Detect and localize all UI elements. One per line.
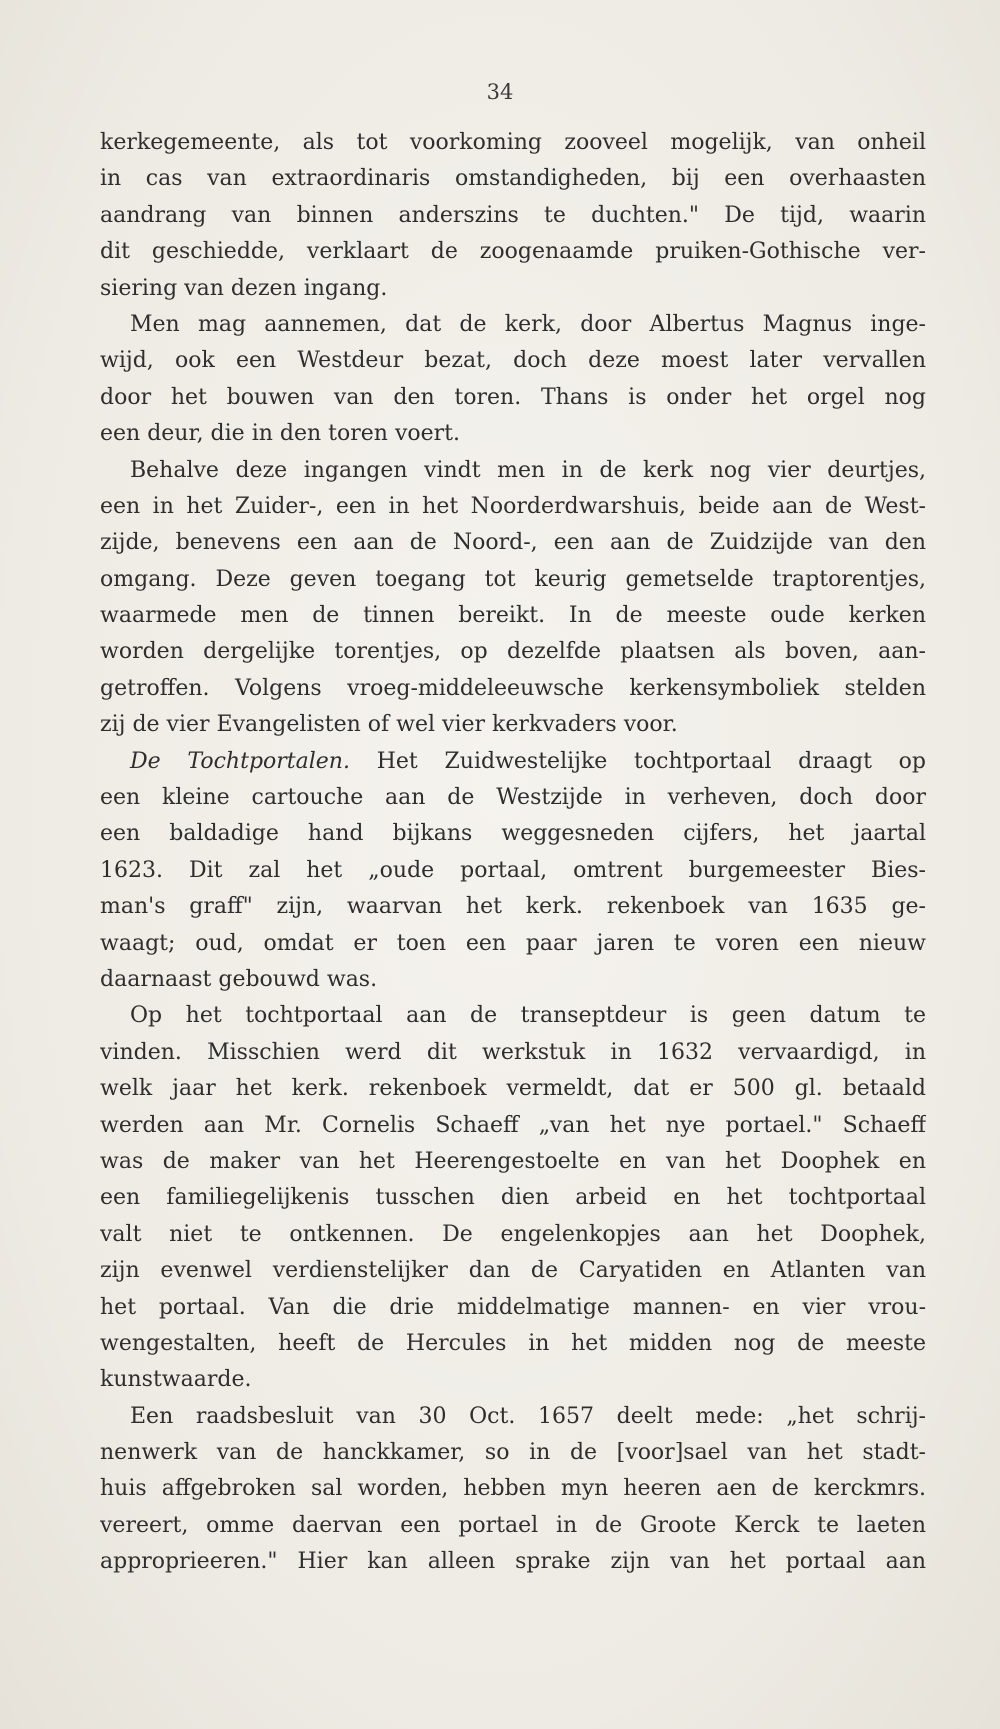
line-text: vinden. Misschien werd dit werkstuk in 1632 vervaardigd, in: [100, 1039, 926, 1065]
text-line: [100, 780, 926, 816]
line-text: wijd, ook een Westdeur bezat, doch deze moest later vervallen: [100, 348, 926, 374]
line-text: het portaal. Van die drie middelmatige mannen- en vier vrou-: [100, 1294, 926, 1320]
text-line: [100, 380, 926, 416]
text-line: [100, 816, 926, 852]
line-text: een familiegelijkenis tusschen dien arbeid en het tochtportaal: [100, 1185, 926, 1211]
text-line: [100, 1217, 926, 1253]
line-text: Het Zuidwestelijke tochtportaal draagt op: [349, 748, 926, 774]
line-text: welk jaar het kerk. rekenboek vermeldt, dat er 500 gl. betaald: [100, 1076, 926, 1102]
text-line: [100, 1180, 926, 1216]
text-line: [100, 562, 926, 598]
line-text: omgang. Deze geven toegang tot keurig gemetselde traptorentjes,: [100, 566, 926, 592]
text-line: [100, 416, 926, 452]
line-text: in cas van extraordinaris omstandigheden, bij een overhaasten: [100, 166, 926, 192]
line-text: zijde, benevens een aan de Noord-, een aan de Zuidzijde van den: [100, 530, 926, 556]
text-line: [100, 234, 926, 270]
text-line: [100, 453, 926, 489]
line-text: een deur, die in den toren voert.: [100, 421, 460, 447]
text-line: [100, 1435, 926, 1471]
text-line: [100, 853, 926, 889]
text-line: [100, 598, 926, 634]
text-line: [100, 198, 926, 234]
text-line: [100, 161, 926, 197]
line-text: een kleine cartouche aan de Westzijde in verheven, doch door: [100, 785, 926, 811]
text-line: [100, 1144, 926, 1180]
line-text: zijn evenwel verdienstelijker dan de Caryatiden en Atlanten van: [100, 1258, 926, 1284]
text-line: [100, 343, 926, 379]
line-text: waagt; oud, omdat er toen een paar jaren te voren een nieuw: [100, 930, 926, 956]
text-line: [100, 1326, 926, 1362]
line-text: approprieeren." Hier kan alleen sprake zijn van het portaal aan: [100, 1549, 926, 1575]
line-text: kunstwaarde.: [100, 1367, 252, 1393]
line-text: Behalve deze ingangen vindt men in de kerk nog vier deurtjes,: [130, 457, 926, 483]
line-text: waarmede men de tinnen bereikt. In de meeste oude kerken: [100, 603, 926, 629]
line-text: wengestalten, heeft de Hercules in het midden nog de meeste: [100, 1330, 926, 1356]
text-line: [100, 998, 926, 1034]
text-line: [100, 125, 926, 161]
text-line: [100, 1035, 926, 1071]
text-line: [100, 1399, 926, 1435]
text-line: [100, 634, 926, 670]
line-text: door het bouwen van den toren. Thans is onder het orgel nog: [100, 384, 926, 410]
line-text: dit geschiedde, verklaart de zoogenaamde pruiken-Gothische ver-: [100, 239, 926, 265]
text-line: [100, 926, 926, 962]
line-text: valt niet te ontkennen. De engelenkopjes aan het Doophek,: [100, 1221, 926, 1247]
line-text: Een raadsbesluit van 30 Oct. 1657 deelt mede: „het schrij-: [130, 1403, 926, 1429]
text-line: [100, 962, 926, 998]
line-text: een baldadige hand bijkans weggesneden cijfers, het jaartal: [100, 821, 926, 847]
text-line: [100, 271, 926, 307]
line-text: werden aan Mr. Cornelis Schaeff „van het nye portael." Schaeff: [100, 1112, 926, 1138]
text-line: [100, 525, 926, 561]
line-text: huis affgebroken sal worden, hebben myn heeren aen de kerckmrs.: [100, 1476, 926, 1502]
text-line: [100, 1362, 926, 1398]
text-line: [100, 1290, 926, 1326]
line-text: een in het Zuider-, een in het Noorderdwarshuis, beide aan de West-: [100, 493, 926, 519]
line-text: nenwerk van de hanckkamer, so in de [voor]sael van het stadt-: [100, 1440, 926, 1466]
body-text: [100, 125, 926, 1581]
text-line: [100, 1544, 926, 1580]
section-heading: De Tochtportalen.: [130, 748, 350, 774]
line-text: was de maker van het Heerengestoelte en van het Doophek en: [100, 1148, 926, 1174]
line-text: Op het tochtportaal aan de transeptdeur is geen datum te: [130, 1003, 926, 1029]
text-line: [100, 1108, 926, 1144]
text-line: [100, 707, 926, 743]
text-line: [100, 671, 926, 707]
page-number: 34: [486, 80, 514, 104]
line-text: siering van dezen ingang.: [100, 275, 388, 301]
line-text: worden dergelijke torentjes, op dezelfde plaatsen als boven, aan-: [100, 639, 926, 665]
text-line: [100, 1253, 926, 1289]
text-line: [100, 889, 926, 925]
text-line: [100, 1471, 926, 1507]
text-line: [100, 744, 926, 780]
line-text: 1623. Dit zal het „oude portaal, omtrent burgemeester Bies-: [100, 857, 926, 883]
line-text: daarnaast gebouwd was.: [100, 966, 378, 992]
line-text: vereert, omme daervan een portael in de Groote Kerck te laeten: [100, 1512, 926, 1538]
line-text: zij de vier Evangelisten of wel vier kerkvaders voor.: [100, 712, 678, 738]
line-text: man's graff" zijn, waarvan het kerk. rekenboek van 1635 ge-: [100, 894, 926, 920]
line-text: aandrang van binnen anderszins te duchten." De tijd, waarin: [100, 202, 926, 228]
line-text: kerkegemeente, als tot voorkoming zooveel mogelijk, van onheil: [100, 130, 926, 155]
line-text: Men mag aannemen, dat de kerk, door Albertus Magnus inge-: [130, 311, 926, 337]
text-line: [100, 307, 926, 343]
text-line: [100, 1508, 926, 1544]
text-line: [100, 489, 926, 525]
line-text: getroffen. Volgens vroeg-middeleeuwsche kerkensymboliek stelden: [100, 675, 926, 701]
text-line: [100, 1071, 926, 1107]
